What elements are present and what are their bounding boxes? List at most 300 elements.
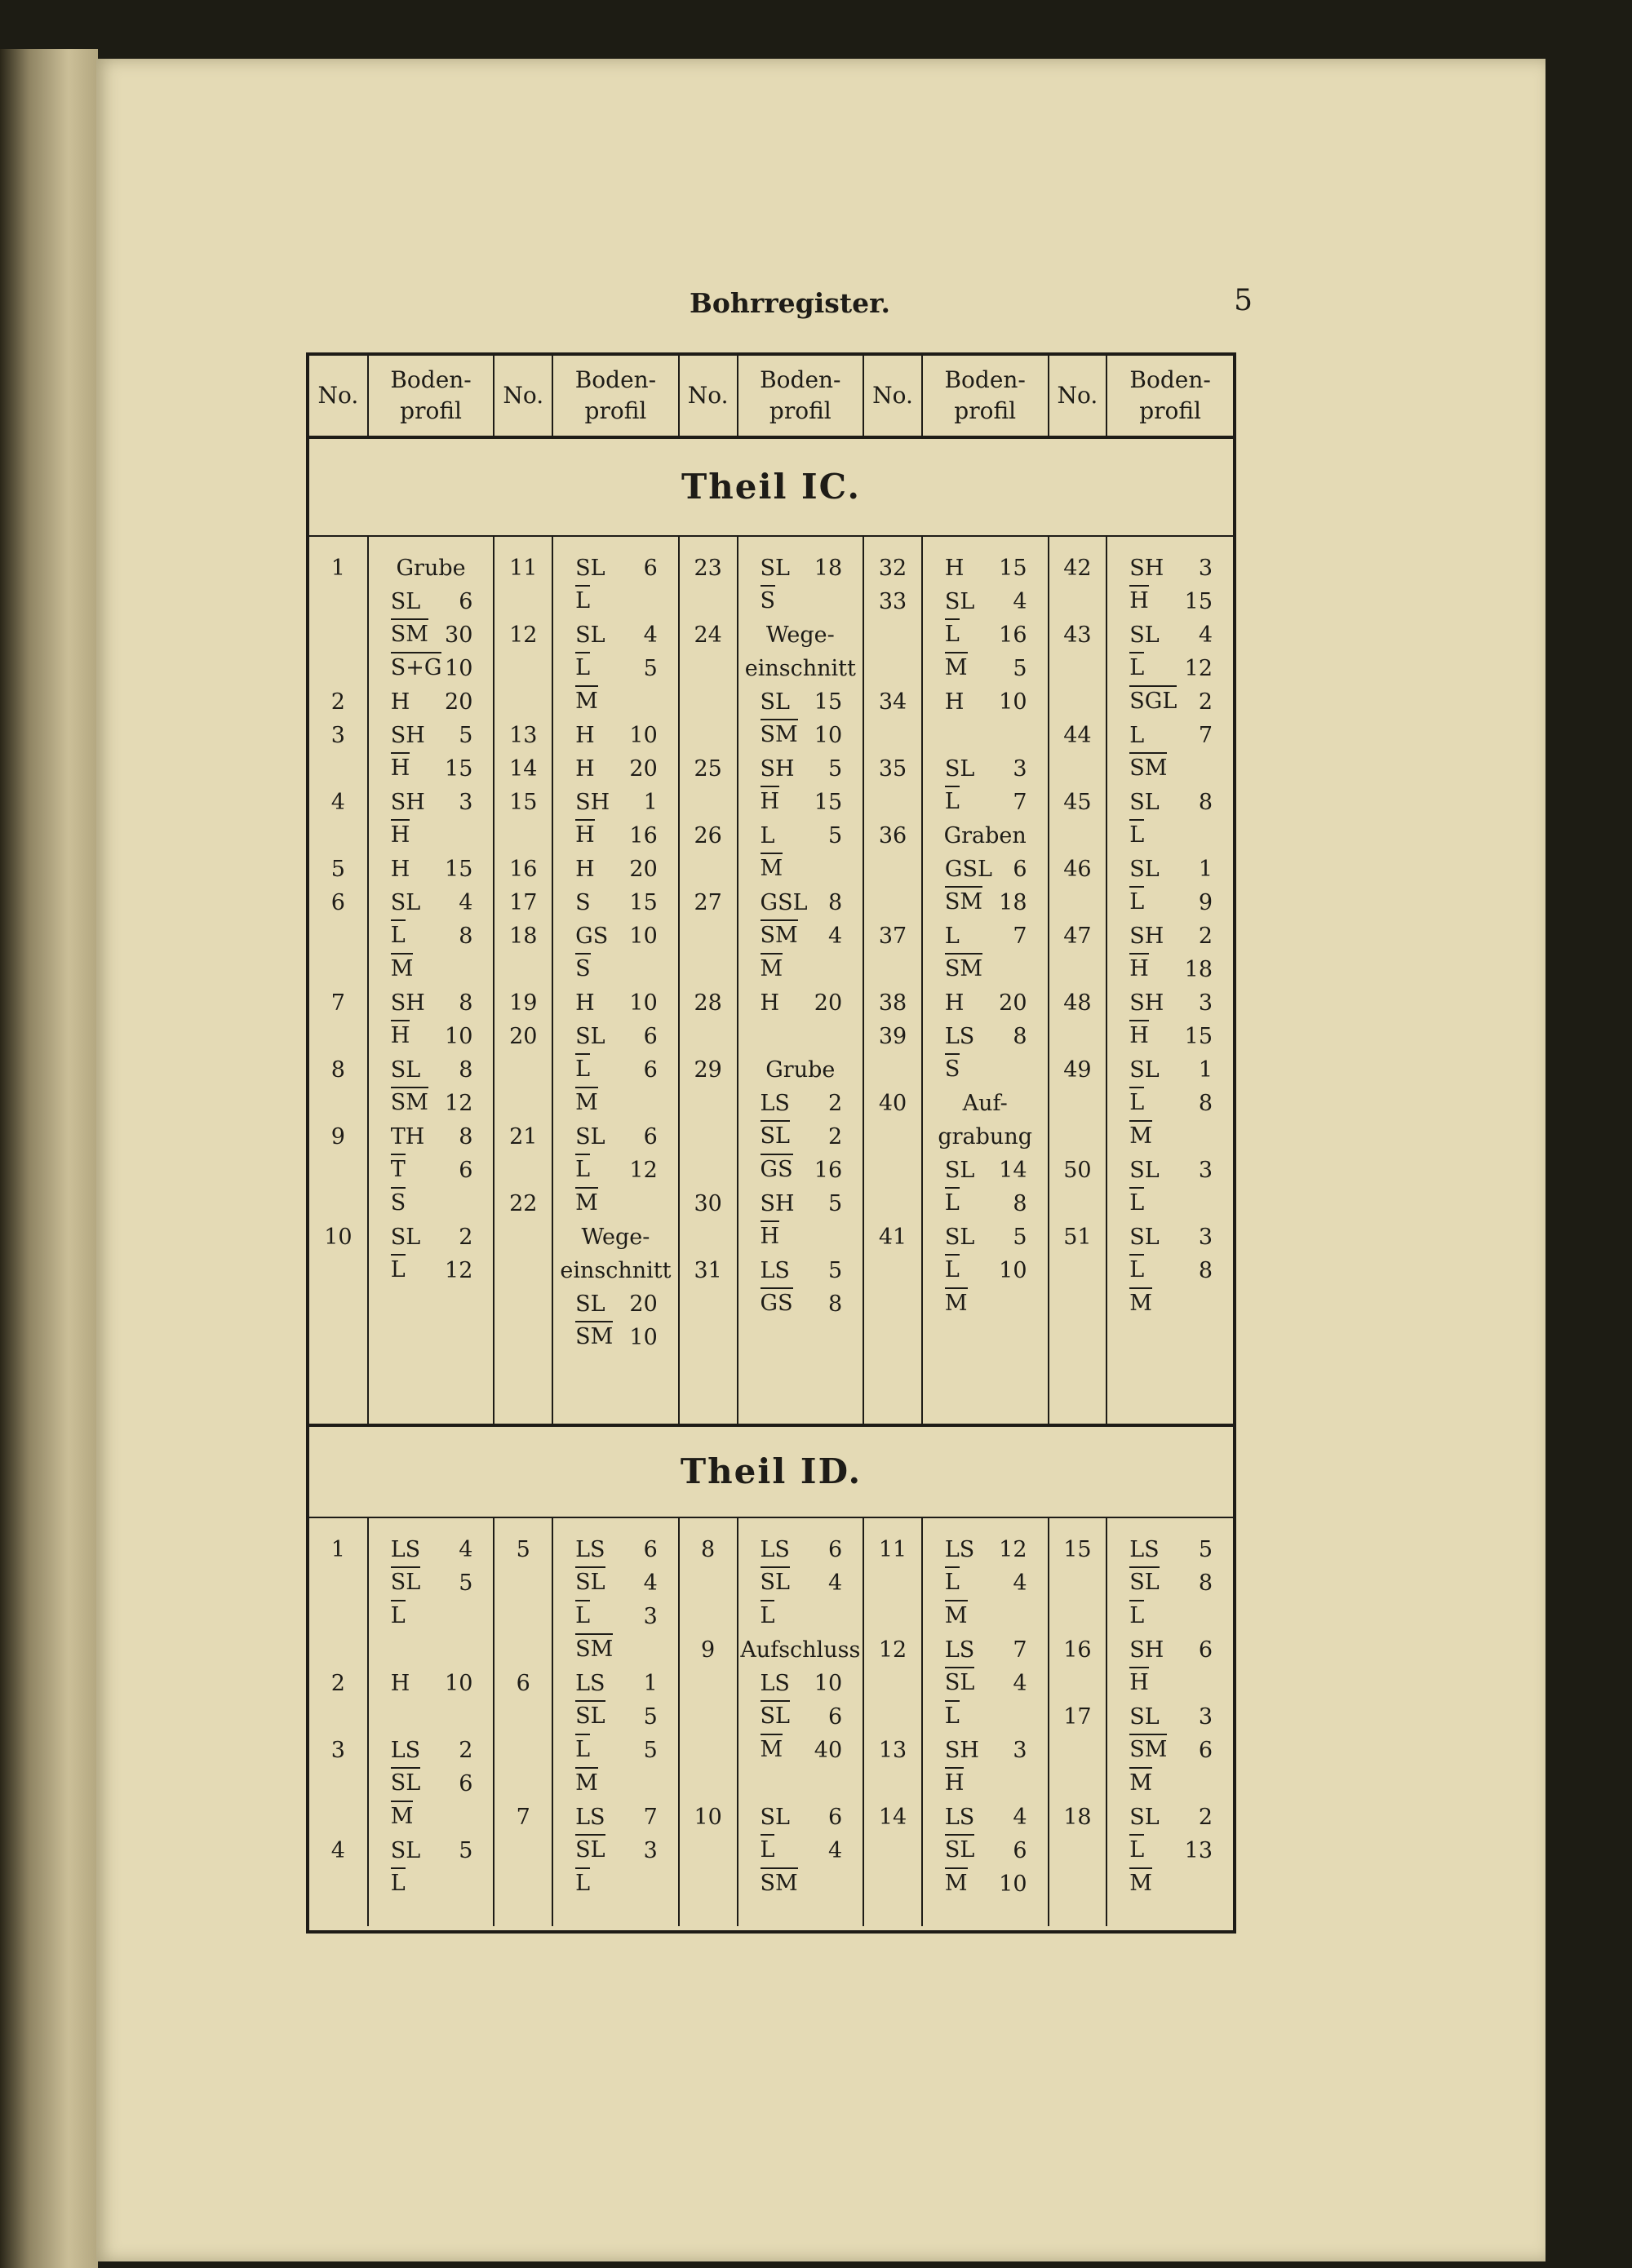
number-spacer [495,1321,551,1354]
number-spacer [310,1801,366,1834]
depth-value: 7 [1013,790,1027,815]
soil-code: SM [761,919,798,950]
profile-line [924,1801,1047,1834]
profile-line [1108,585,1232,618]
depth-value: 1 [1198,857,1213,882]
soil-code: L [945,1187,960,1218]
number-spacer [1050,1734,1106,1767]
profile-line [370,1667,493,1700]
number-spacer [1050,1087,1106,1120]
number-spacer [1050,752,1106,786]
profile-line [924,652,1047,685]
number-spacer [865,1867,920,1901]
bodenprofil-column [922,1518,1049,1926]
depth-value: 6 [643,1124,658,1150]
soil-code: M [1129,1867,1152,1898]
depth-value: 8 [1198,1570,1213,1596]
number-spacer [1050,1667,1106,1700]
bore-number: 51 [1063,1225,1092,1250]
depth-value: 8 [459,1057,473,1083]
profile-line [370,1867,493,1901]
profile-line [739,1020,863,1053]
profile-line [924,1834,1047,1867]
number-spacer [1050,1834,1106,1867]
profile-line [739,1287,863,1321]
profile-line [370,752,493,786]
bore-number: 20 [509,1024,538,1049]
number-spacer [310,752,366,786]
soil-code: LS [575,1671,605,1696]
profile-line [370,1220,493,1254]
soil-code: SM [391,1087,428,1118]
running-head: Bohrregister. [690,287,890,319]
number-spacer [495,1867,551,1901]
profile-line [739,986,863,1020]
number-spacer [865,1700,920,1734]
bodenprofil-column [368,1518,494,1926]
depth-value: 10 [629,990,658,1016]
soil-code: H [760,990,780,1016]
profile-line [370,685,493,719]
depth-value: 30 [445,622,473,648]
number-spacer [495,1633,551,1667]
number-column [309,537,368,1424]
number-spacer [681,1154,736,1187]
number-spacer [495,1287,551,1321]
profile-line [370,551,493,585]
profile-line [739,1087,863,1120]
profile-line [739,853,863,886]
soil-code: SL [390,1838,421,1863]
soil-code: SL [945,1667,974,1698]
soil-code: LS [944,1537,975,1562]
profile-line [924,752,1047,786]
soil-code: L [945,786,960,817]
number-spacer [681,1220,736,1254]
bore-number: 29 [694,1057,722,1083]
depth-value: 10 [629,1325,658,1350]
depth-value: 3 [1198,990,1213,1016]
soil-code: SL [761,1700,790,1731]
profile-line [554,1566,677,1600]
profile-line [924,1220,1047,1254]
depth-value: 4 [643,1570,658,1596]
bore-number: 6 [330,890,345,915]
profile-line [739,1633,863,1667]
number-spacer [681,953,736,986]
profile-line [1108,719,1232,752]
soil-code: M [575,1767,598,1798]
soil-code: SL [1129,1805,1160,1830]
profile-line [554,1321,677,1354]
soil-code: SH [1129,556,1164,581]
depth-value: 3 [643,1838,658,1863]
bore-number: 9 [701,1637,716,1663]
bodenprofil-column [738,537,864,1424]
number-spacer [310,618,366,652]
number-spacer [310,819,366,853]
profile-line [1108,1120,1232,1154]
number-spacer [1050,585,1106,618]
soil-code: SL [1129,1057,1160,1083]
profile-line [1108,986,1232,1020]
profile-line [370,1734,493,1767]
number-spacer [865,1154,920,1187]
number-spacer [495,1220,551,1254]
profile-line [370,986,493,1020]
bore-number: 47 [1063,924,1092,949]
number-spacer [681,685,736,719]
bore-number: 16 [509,857,538,882]
number-spacer [310,652,366,685]
profile-line [554,719,677,752]
header-bodenprofil-line2: profil [400,397,462,424]
number-spacer [681,1087,736,1120]
profile-line [924,1120,1047,1154]
profile-line [554,585,677,618]
number-spacer [865,886,920,919]
soil-code: SL [761,1566,790,1597]
section-title-id: Theil ID. [309,1424,1233,1518]
number-spacer [310,1700,366,1734]
depth-value: 4 [827,1838,843,1863]
profile-line [554,1053,677,1087]
profile-line [1108,1533,1232,1566]
soil-code: L [945,1254,960,1285]
profile-line [739,1867,863,1901]
soil-code: SL [390,890,421,915]
soil-code: SM [1129,1734,1167,1765]
number-spacer [681,919,736,953]
soil-code: GS [761,1287,793,1318]
number-spacer [681,1834,736,1867]
number-spacer [1050,1187,1106,1220]
bore-number: 3 [330,1738,345,1763]
bore-number: 40 [878,1091,907,1116]
profile-line [924,1667,1047,1700]
profile-line [370,1053,493,1087]
profile-line [924,1734,1047,1767]
depth-value: 3 [1198,556,1213,581]
depth-value: 3 [1198,1704,1213,1730]
profile-word: Grube [396,556,466,581]
profile-line [1108,919,1232,953]
bore-number: 50 [1063,1158,1092,1183]
soil-code: L [1129,1187,1144,1218]
soil-code: SH [760,756,795,782]
soil-code: M [1129,1120,1152,1151]
number-spacer [681,1120,736,1154]
number-spacer [495,585,551,618]
profile-line [739,551,863,585]
soil-code: L [575,1734,590,1765]
soil-code: SM [761,1867,798,1898]
section-ic-body [309,537,1233,1424]
profile-line [924,685,1047,719]
profile-line [1108,1867,1232,1901]
depth-value: 15 [1184,589,1213,614]
header-no: No. [309,356,368,437]
profile-line [739,1834,863,1867]
profile-line [370,585,493,618]
soil-code: SL [944,756,975,782]
number-spacer [681,1767,736,1801]
bore-number: 19 [509,990,538,1016]
number-spacer [310,1254,366,1287]
profile-line [1108,1767,1232,1801]
soil-code: S+G [391,652,442,683]
profile-line [554,652,677,685]
soil-code: SL [944,1225,975,1250]
number-spacer [681,786,736,819]
number-spacer [681,853,736,886]
soil-code: M [761,1734,783,1765]
number-spacer [495,819,551,853]
header-bodenprofil-line1: Boden- [944,366,1026,394]
soil-code: M [575,1087,598,1118]
profile-line [924,585,1047,618]
profile-line [739,1053,863,1087]
depth-value: 40 [814,1738,843,1763]
soil-code: H [575,990,595,1016]
depth-value: 10 [445,656,473,681]
depth-value: 5 [827,756,843,782]
number-spacer [865,652,920,685]
profile-line [739,1533,863,1566]
profile-line [739,1254,863,1287]
profile-line [1108,652,1232,685]
soil-code: SL [1129,1566,1159,1597]
depth-value: 1 [1198,1057,1213,1083]
soil-code: L [575,1600,590,1631]
soil-code: SL [575,622,605,648]
number-spacer [495,685,551,719]
depth-value: 16 [814,1158,843,1183]
header-bodenprofil [738,356,864,437]
soil-code: SL [1129,622,1160,648]
depth-value: 2 [827,1124,843,1150]
depth-value: 6 [1013,1838,1027,1863]
depth-value: 13 [1184,1838,1213,1863]
depth-value: 6 [459,1158,473,1183]
bore-number: 10 [694,1805,722,1830]
depth-value: 15 [445,857,473,882]
bore-number: 11 [878,1537,907,1562]
profile-line [370,953,493,986]
number-spacer [1050,1566,1106,1600]
header-bodenprofil-line2: profil [584,397,647,424]
soil-code: L [1129,723,1145,748]
depth-value: 16 [629,823,658,848]
profile-word: Aufschluss [740,1637,861,1663]
soil-code: H [944,556,965,581]
soil-code: GS [575,924,609,949]
number-spacer [1050,886,1106,919]
profile-line [370,618,493,652]
soil-code: SH [1129,1637,1164,1663]
number-spacer [310,953,366,986]
bore-number: 5 [330,857,345,882]
soil-code: H [391,1020,410,1051]
soil-code: M [1129,1767,1152,1798]
number-spacer [495,953,551,986]
soil-code: M [391,1801,414,1832]
depth-value: 4 [1013,1805,1027,1830]
profile-line [924,1566,1047,1600]
profile-line [924,1154,1047,1187]
depth-value: 4 [459,1537,473,1562]
number-spacer [681,1020,736,1053]
profile-line [739,1566,863,1600]
number-column [1049,1518,1107,1926]
number-spacer [1050,1254,1106,1287]
depth-value: 5 [459,1570,473,1596]
profile-line [370,1187,493,1220]
profile-line [370,819,493,853]
number-spacer [1050,1767,1106,1801]
profile-line [554,986,677,1020]
profile-line [924,1700,1047,1734]
bodenprofil-column [1106,537,1233,1424]
soil-code: SL [575,1566,605,1597]
soil-code: SL [760,556,790,581]
profile-line [554,1633,677,1667]
section-title-ic: Theil IC. [309,439,1233,537]
bore-number: 16 [1063,1637,1092,1663]
depth-value: 6 [459,589,473,614]
soil-code: L [391,1600,406,1631]
soil-code: S [945,1053,960,1084]
number-spacer [310,1020,366,1053]
depth-value: 8 [1198,1258,1213,1283]
profile-line [370,919,493,953]
number-spacer [681,1700,736,1734]
profile-line [1108,685,1232,719]
number-spacer [865,1287,920,1321]
bore-number: 11 [509,556,538,581]
bore-number: 36 [878,823,907,848]
depth-value: 5 [827,823,843,848]
profile-line [924,1867,1047,1901]
number-spacer [310,1187,366,1220]
number-spacer [310,1154,366,1187]
profile-line [739,1187,863,1220]
number-spacer [681,719,736,752]
soil-code: SL [391,1767,420,1798]
bore-number: 28 [694,990,722,1016]
depth-value: 8 [459,924,473,949]
profile-line [1108,953,1232,986]
number-spacer [865,1667,920,1700]
profile-line [370,1154,493,1187]
profile-line [370,1254,493,1287]
bodenprofil-column [922,537,1049,1424]
soil-code: H [391,819,410,850]
soil-code: L [1129,652,1144,683]
depth-value: 9 [1198,890,1213,915]
bore-number: 45 [1063,790,1092,815]
soil-code: SM [575,1633,613,1664]
profile-word: Wege- [581,1225,650,1250]
bore-number: 41 [878,1225,907,1250]
number-spacer [1050,953,1106,986]
soil-code: LS [1129,1537,1160,1562]
number-spacer [310,1633,366,1667]
number-spacer [310,1600,366,1633]
profile-line [739,886,863,919]
number-spacer [495,1087,551,1120]
soil-code: H [944,689,965,715]
bore-number: 23 [694,556,722,581]
soil-code: H [1129,1667,1149,1698]
profile-line [370,1700,493,1734]
profile-line [370,1633,493,1667]
soil-code: SL [575,1291,605,1317]
soil-code: L [944,924,960,949]
soil-code: L [945,618,960,649]
profile-line [370,719,493,752]
header-no: No. [863,356,922,437]
soil-code: H [575,723,595,748]
soil-code: M [945,1600,968,1631]
depth-value: 7 [1198,723,1213,748]
soil-code: SL [575,1124,605,1150]
soil-code: M [575,1187,598,1218]
soil-code: SH [390,990,425,1016]
number-column [1049,537,1107,1424]
depth-value: 3 [1013,756,1027,782]
number-spacer [495,1767,551,1801]
soil-code: SM [1129,752,1167,783]
soil-code: H [391,752,410,783]
depth-value: 12 [629,1158,658,1183]
header-bodenprofil-line2: profil [769,397,832,424]
depth-value: 6 [1013,857,1027,882]
bore-number: 46 [1063,857,1092,882]
profile-line [1108,1254,1232,1287]
profile-line [370,886,493,919]
number-spacer [681,585,736,618]
profile-line [554,618,677,652]
depth-value: 5 [459,1838,473,1863]
bore-number: 2 [330,689,345,715]
soil-code: H [944,990,965,1016]
depth-value: 6 [827,1805,843,1830]
soil-code: L [1129,1600,1144,1631]
soil-code: SL [1129,1704,1160,1730]
depth-value: 4 [827,924,843,949]
number-spacer [1050,685,1106,719]
profile-line [370,1834,493,1867]
bore-number: 44 [1063,723,1092,748]
soil-code: M [575,685,598,716]
depth-value: 6 [643,1024,658,1049]
depth-value: 5 [827,1258,843,1283]
number-spacer [681,1287,736,1321]
depth-value: 2 [1198,689,1213,715]
header-bodenprofil-line2: profil [954,397,1017,424]
number-spacer [310,1566,366,1600]
depth-value: 6 [643,1057,658,1083]
profile-line [554,551,677,585]
profile-line [1108,1566,1232,1600]
soil-code: L [945,1566,960,1597]
soil-code: SL [1129,790,1160,815]
header-bodenprofil [368,356,494,437]
depth-value: 14 [999,1158,1027,1183]
depth-value: 5 [1198,1537,1213,1562]
profile-line [924,719,1047,752]
